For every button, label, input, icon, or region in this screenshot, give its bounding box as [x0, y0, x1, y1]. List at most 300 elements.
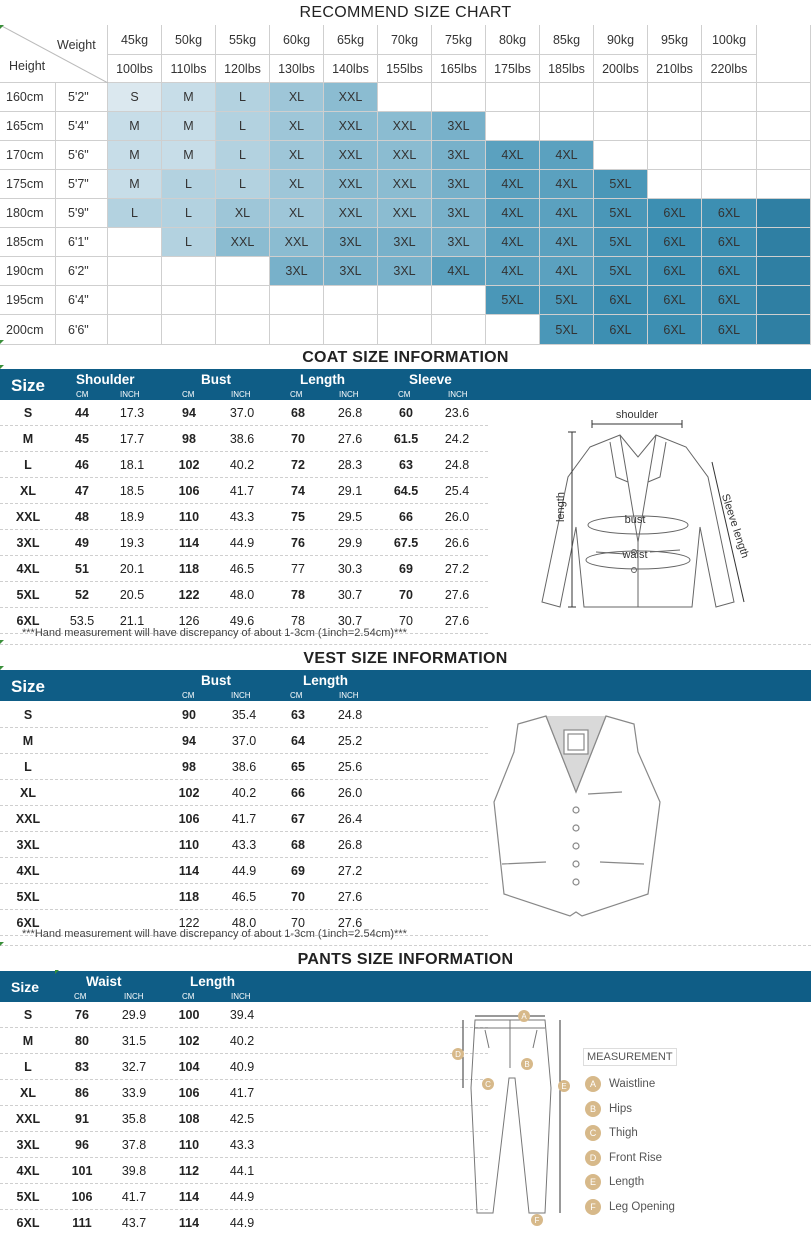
grid-weight-kg: 60kg	[270, 25, 324, 55]
svg-text:B: B	[524, 1060, 530, 1069]
grid-size-cell: 3XL	[432, 112, 486, 141]
pants-row-value: 43.7	[121, 1215, 147, 1230]
grid-size-cell: XL	[270, 112, 324, 141]
grid-weight-lbs: 210lbs	[648, 55, 702, 83]
grid-weight-lbs: 220lbs	[702, 55, 757, 83]
coat-row	[0, 426, 488, 452]
vest-row-value: 38.6	[231, 759, 257, 774]
coat-shoulder-label: shoulder	[615, 409, 659, 421]
grid-size-cell: 5XL	[594, 257, 648, 286]
pants-row-value: 35.8	[121, 1111, 147, 1126]
vest-row-value: 41.7	[231, 811, 257, 826]
vest-row-value: 65	[291, 759, 305, 774]
coat-row-value: 72	[291, 457, 305, 472]
grid-size-cell: 5XL	[594, 170, 648, 199]
vest-row-size: L	[24, 759, 32, 774]
coat-row-value: 122	[178, 587, 200, 602]
coat-row-value: 29.1	[337, 483, 363, 498]
pants-row-value: 83	[75, 1059, 89, 1074]
grid-size-cell: 3XL	[432, 141, 486, 170]
grid-size-cell: 6XL	[648, 315, 702, 345]
grid-size-cell	[108, 315, 162, 345]
coat-row-value: 18.5	[119, 483, 145, 498]
pants-legend-b-icon: B	[585, 1101, 601, 1117]
coat-row	[0, 400, 488, 426]
pants-row-size: M	[22, 1033, 34, 1048]
pants-legend-label: Length	[609, 1176, 645, 1188]
coat-group-shoulder: Shoulder	[76, 372, 135, 387]
coat-row-value: 48.0	[229, 587, 255, 602]
coat-row-value: 98	[182, 431, 196, 446]
pants-header-bar	[0, 971, 811, 1002]
grid-weight-kg: 85kg	[540, 25, 594, 55]
pants-legend-c-icon: C	[585, 1125, 601, 1141]
grid-size-cell: 6XL	[594, 315, 648, 345]
coat-bust-label: bust	[624, 514, 646, 526]
coat-row-value: 78	[291, 587, 305, 602]
grid-size-cell: XL	[270, 170, 324, 199]
coat-row-value: 70	[399, 587, 413, 602]
grid-size-cell	[270, 315, 324, 345]
recommend-size-grid	[0, 25, 811, 345]
grid-size-cell: XL	[270, 141, 324, 170]
pants-legend-d-icon: D	[585, 1150, 601, 1166]
coat-title: COAT SIZE INFORMATION	[302, 349, 509, 366]
pants-row-value: 41.7	[121, 1189, 147, 1204]
grid-height-cm: 170cm	[0, 141, 56, 170]
grid-size-extra	[757, 228, 811, 257]
pants-row-value: 91	[75, 1111, 89, 1126]
grid-size-cell: M	[108, 112, 162, 141]
vest-row-value: 37.0	[231, 733, 257, 748]
coat-row-value: 70	[399, 613, 413, 628]
pants-group-length: Length	[190, 974, 235, 989]
pants-row-value: 29.9	[121, 1007, 147, 1022]
grid-height-cm: 180cm	[0, 199, 56, 228]
grid-size-cell: XL	[216, 199, 270, 228]
coat-row-value: 30.3	[337, 561, 363, 576]
grid-size-cell	[216, 257, 270, 286]
coat-row	[0, 530, 488, 556]
coat-row-value: 78	[291, 613, 305, 628]
grid-size-cell	[540, 83, 594, 112]
vest-row-value: 118	[178, 889, 200, 904]
coat-size-header: Size	[11, 376, 46, 395]
coat-row-value: 27.2	[444, 561, 470, 576]
grid-size-cell: 4XL	[486, 228, 540, 257]
coat-row-value: 60	[399, 405, 413, 420]
coat-cm-label: CM	[398, 390, 411, 399]
pants-legend-item	[585, 1076, 655, 1092]
vest-size-header: Size	[11, 677, 46, 696]
grid-height-cm: 175cm	[0, 170, 56, 199]
vest-row-size: 3XL	[16, 837, 40, 852]
pants-legend-a-icon: A	[585, 1076, 601, 1092]
grid-weight-lbs: 110lbs	[162, 55, 216, 83]
grid-size-cell: XXL	[216, 228, 270, 257]
grid-size-cell: XXL	[324, 112, 378, 141]
grid-size-cell	[648, 170, 702, 199]
coat-row-size: 3XL	[16, 535, 40, 550]
coat-cm-label: CM	[290, 390, 303, 399]
coat-row-value: 26.0	[444, 509, 470, 524]
pants-row-value: 106	[178, 1085, 200, 1100]
grid-size-cell: 6XL	[648, 228, 702, 257]
grid-size-cell: XXL	[324, 141, 378, 170]
grid-size-cell	[594, 112, 648, 141]
vest-row-value: 26.0	[337, 785, 363, 800]
grid-corner	[0, 25, 108, 83]
grid-weight-lbs: 140lbs	[324, 55, 378, 83]
pants-inch-label: INCH	[231, 992, 251, 1001]
vest-note-divider	[0, 945, 811, 946]
grid-size-cell	[702, 112, 757, 141]
coat-row-size: XL	[20, 483, 36, 498]
grid-size-cell: XXL	[378, 170, 432, 199]
coat-row-value: 46	[75, 457, 89, 472]
vest-cm-label: CM	[182, 691, 195, 700]
coat-row-value: 64.5	[393, 483, 419, 498]
grid-size-cell: L	[216, 141, 270, 170]
vest-row-value: 27.6	[337, 889, 363, 904]
pants-row-value: 114	[178, 1215, 200, 1230]
pants-row-size: S	[23, 1007, 33, 1022]
coat-inch-label: INCH	[120, 390, 140, 399]
grid-size-extra	[757, 286, 811, 315]
coat-row-value: 66	[399, 509, 413, 524]
grid-weight-kg: 45kg	[108, 25, 162, 55]
svg-text:E: E	[561, 1082, 567, 1091]
grid-weight-lbs: 100lbs	[108, 55, 162, 83]
pants-row-value: 43.3	[229, 1137, 255, 1152]
pants-legend-label: Waistline	[609, 1078, 656, 1090]
grid-weight-lbs: 130lbs	[270, 55, 324, 83]
vest-row-value: 70	[291, 915, 305, 930]
vest-row-value: 98	[182, 759, 196, 774]
coat-sleeve-label: Sleeve length	[718, 492, 751, 560]
grid-size-cell: M	[162, 141, 216, 170]
coat-row-value: 19.3	[119, 535, 145, 550]
pants-row	[0, 1158, 488, 1184]
pants-outline	[471, 1020, 551, 1213]
grid-weight-lbs: 175lbs	[486, 55, 540, 83]
coat-row-value: 27.6	[444, 587, 470, 602]
grid-height-ft: 6'2"	[56, 257, 108, 286]
grid-size-extra	[757, 315, 811, 345]
corner-marker	[0, 340, 4, 344]
grid-weight-kg: 75kg	[432, 25, 486, 55]
grid-height-cm: 190cm	[0, 257, 56, 286]
pants-row-value: 32.7	[121, 1059, 147, 1074]
grid-size-cell: 6XL	[702, 315, 757, 345]
vest-row-value: 26.4	[337, 811, 363, 826]
grid-height-cm: 200cm	[0, 315, 56, 345]
coat-diagram	[520, 402, 760, 624]
grid-size-cell	[270, 286, 324, 315]
grid-weight-lbs: 155lbs	[378, 55, 432, 83]
grid-size-cell: XL	[270, 199, 324, 228]
coat-row	[0, 556, 488, 582]
pants-row-size: XXL	[15, 1111, 41, 1126]
coat-row-value: 17.7	[119, 431, 145, 446]
pants-row-value: 44.1	[229, 1163, 255, 1178]
pants-size-header: Size	[11, 979, 40, 995]
grid-size-cell: 4XL	[540, 228, 594, 257]
pants-row-value: 114	[178, 1189, 200, 1204]
pants-row	[0, 1002, 488, 1028]
vest-row-value: 25.2	[337, 733, 363, 748]
grid-size-cell: XXL	[378, 141, 432, 170]
pants-row-value: 40.9	[229, 1059, 255, 1074]
grid-height-cm: 185cm	[0, 228, 56, 257]
coat-row-value: 44	[75, 405, 89, 420]
grid-size-cell: L	[216, 112, 270, 141]
pants-row-value: 108	[178, 1111, 200, 1126]
grid-size-cell: 3XL	[432, 228, 486, 257]
vest-row-size: XL	[20, 785, 36, 800]
vest-row-value: 70	[291, 889, 305, 904]
grid-height-ft: 5'4"	[56, 112, 108, 141]
grid-height-ft: 5'9"	[56, 199, 108, 228]
pants-row-value: 41.7	[229, 1085, 255, 1100]
pants-row-value: 112	[178, 1163, 200, 1178]
coat-inch-label: INCH	[231, 390, 251, 399]
grid-size-cell: XXL	[378, 199, 432, 228]
vest-diagram	[488, 712, 668, 922]
grid-size-cell	[486, 83, 540, 112]
grid-size-cell	[378, 286, 432, 315]
grid-weight-lbs: 200lbs	[594, 55, 648, 83]
vest-row-value: 114	[178, 863, 200, 878]
coat-row-value: 63	[399, 457, 413, 472]
grid-size-cell	[648, 141, 702, 170]
pants-row-size: 3XL	[16, 1137, 40, 1152]
grid-size-cell: 3XL	[270, 257, 324, 286]
grid-size-cell	[702, 170, 757, 199]
grid-weight-lbs: 185lbs	[540, 55, 594, 83]
grid-size-cell: 3XL	[432, 199, 486, 228]
vest-row-value: 106	[178, 811, 200, 826]
coat-row-size: XXL	[15, 509, 41, 524]
pants-legend-label: Front Rise	[609, 1151, 663, 1164]
vest-row-value: 63	[291, 707, 305, 722]
pants-group-waist: Waist	[86, 974, 122, 989]
grid-size-cell: 4XL	[486, 170, 540, 199]
coat-row-value: 20.5	[119, 587, 145, 602]
grid-size-cell	[486, 112, 540, 141]
coat-length-label: length	[555, 492, 567, 522]
grid-size-cell: 6XL	[648, 286, 702, 315]
grid-size-cell: 6XL	[648, 257, 702, 286]
pants-legend-item	[585, 1199, 675, 1215]
corner-marker	[0, 942, 4, 946]
coat-row-value: 30.7	[337, 587, 363, 602]
grid-height-cm: 160cm	[0, 83, 56, 112]
pants-row-value: 44.9	[229, 1215, 255, 1230]
vest-row-value: 25.6	[337, 759, 363, 774]
coat-row	[0, 582, 488, 608]
grid-size-cell: M	[108, 141, 162, 170]
corner-marker	[0, 25, 4, 29]
corner-marker	[0, 666, 4, 670]
grid-size-cell: 4XL	[540, 199, 594, 228]
grid-size-cell	[216, 315, 270, 345]
coat-row-value: 52	[75, 587, 89, 602]
grid-header-extra	[757, 25, 811, 83]
pants-row-value: 33.9	[121, 1085, 147, 1100]
grid-size-cell	[432, 315, 486, 345]
coat-note-divider	[0, 644, 811, 645]
pants-row-value: 39.8	[121, 1163, 147, 1178]
vest-row-value: 67	[291, 811, 305, 826]
pants-legend-e-icon: E	[585, 1174, 601, 1190]
pants-row	[0, 1028, 488, 1054]
grid-size-cell: 6XL	[594, 286, 648, 315]
grid-height-ft: 5'2"	[56, 83, 108, 112]
vest-row-value: 94	[182, 733, 196, 748]
coat-row-value: 126	[178, 613, 200, 628]
pants-row-value: 102	[178, 1033, 200, 1048]
grid-weight-kg: 55kg	[216, 25, 270, 55]
coat-row-value: 17.3	[119, 405, 145, 420]
grid-size-cell: XXL	[378, 112, 432, 141]
coat-header-bar	[0, 369, 811, 400]
grid-size-cell: 3XL	[378, 257, 432, 286]
coat-row-value: 29.9	[337, 535, 363, 550]
coat-row-value: 51	[75, 561, 89, 576]
pants-legend-item	[585, 1174, 644, 1190]
grid-size-cell	[594, 83, 648, 112]
pants-row	[0, 1210, 488, 1234]
grid-weight-kg: 65kg	[324, 25, 378, 55]
coat-row-value: 27.6	[444, 613, 470, 628]
vest-row-size: S	[23, 707, 33, 722]
pants-row-value: 110	[178, 1137, 200, 1152]
grid-size-cell: 6XL	[702, 257, 757, 286]
svg-text:C: C	[485, 1080, 491, 1089]
coat-row-value: 69	[399, 561, 413, 576]
vest-row-value: 68	[291, 837, 305, 852]
coat-row-value: 118	[178, 561, 200, 576]
grid-size-cell: XXL	[324, 170, 378, 199]
coat-waist-label: waist	[622, 549, 648, 561]
coat-row-value: 23.6	[444, 405, 470, 420]
coat-row-value: 70	[291, 431, 305, 446]
pants-cm-label: CM	[74, 992, 87, 1001]
coat-note: ***Hand measurement will have discrepancy of about 1-3cm (1inch=2.54cm)***	[22, 627, 407, 639]
vest-row	[0, 702, 488, 728]
coat-row-value: 49.6	[229, 613, 255, 628]
grid-size-cell: M	[162, 112, 216, 141]
vest-row-value: 66	[291, 785, 305, 800]
grid-size-cell: L	[108, 199, 162, 228]
vest-row	[0, 884, 488, 910]
coat-row-value: 47	[75, 483, 89, 498]
grid-size-cell	[540, 112, 594, 141]
coat-row-value: 46.5	[229, 561, 255, 576]
coat-row-value: 29.5	[337, 509, 363, 524]
grid-size-cell: 4XL	[486, 199, 540, 228]
vest-row-value: 27.2	[337, 863, 363, 878]
vest-title: VEST SIZE INFORMATION	[303, 650, 508, 667]
grid-size-extra	[757, 170, 811, 199]
vest-row-value: 26.8	[337, 837, 363, 852]
grid-size-cell: 5XL	[540, 286, 594, 315]
pants-legend-f-icon: F	[585, 1199, 601, 1215]
coat-row-value: 20.1	[119, 561, 145, 576]
pants-row-value: 40.2	[229, 1033, 255, 1048]
vest-row-value: 102	[178, 785, 200, 800]
vest-row-value: 110	[178, 837, 200, 852]
grid-size-cell: M	[108, 170, 162, 199]
coat-row-value: 21.1	[119, 613, 145, 628]
coat-row-value: 76	[291, 535, 305, 550]
coat-row-size: 6XL	[16, 613, 40, 628]
grid-size-cell: XXL	[270, 228, 324, 257]
grid-height-ft: 5'6"	[56, 141, 108, 170]
grid-size-cell: 5XL	[594, 199, 648, 228]
grid-height-cm: 195cm	[0, 286, 56, 315]
pants-row-value: 31.5	[121, 1033, 147, 1048]
pants-row-size: 6XL	[16, 1215, 40, 1230]
pants-legend-item	[585, 1101, 632, 1117]
coat-inch-label: INCH	[339, 390, 359, 399]
grid-size-cell	[378, 315, 432, 345]
coat-row-size: 4XL	[16, 561, 40, 576]
grid-size-cell: 5XL	[540, 315, 594, 345]
grid-size-cell	[432, 286, 486, 315]
pants-row-size: XL	[20, 1085, 36, 1100]
grid-size-cell	[108, 286, 162, 315]
coat-row-value: 94	[182, 405, 196, 420]
grid-weight-lbs: 120lbs	[216, 55, 270, 83]
pants-row-value: 100	[178, 1007, 200, 1022]
coat-row-value: 75	[291, 509, 305, 524]
vest-group-bust: Bust	[201, 673, 231, 688]
svg-text:A: A	[521, 1012, 527, 1021]
coat-group-length: Length	[300, 372, 345, 387]
svg-text:D: D	[455, 1050, 461, 1059]
grid-size-cell: 3XL	[378, 228, 432, 257]
grid-size-cell: XXL	[324, 199, 378, 228]
coat-row-value: 26.6	[444, 535, 470, 550]
grid-size-cell: 6XL	[702, 286, 757, 315]
coat-row-value: 18.9	[119, 509, 145, 524]
vest-row-size: 5XL	[16, 889, 40, 904]
grid-size-cell: 4XL	[486, 257, 540, 286]
coat-cm-label: CM	[182, 390, 195, 399]
coat-row-value: 25.4	[444, 483, 470, 498]
vest-note: ***Hand measurement will have discrepancy of about 1-3cm (1inch=2.54cm)***	[22, 928, 407, 940]
vest-inch-label: INCH	[231, 691, 251, 700]
vest-row-size: 6XL	[16, 915, 40, 930]
grid-size-cell: XXL	[324, 83, 378, 112]
pants-row	[0, 1132, 488, 1158]
grid-size-cell: 4XL	[486, 141, 540, 170]
vest-row	[0, 754, 488, 780]
pants-legend-item	[585, 1150, 662, 1166]
coat-row-value: 67.5	[393, 535, 419, 550]
corner-marker	[55, 970, 59, 974]
grid-height-ft: 6'6"	[56, 315, 108, 345]
coat-row-value: 37.0	[229, 405, 255, 420]
grid-size-cell: 4XL	[540, 141, 594, 170]
pants-row-value: 76	[75, 1007, 89, 1022]
vest-row-value: 122	[178, 915, 200, 930]
pants-legend-item	[585, 1125, 638, 1141]
coat-row-value: 49	[75, 535, 89, 550]
coat-row-value: 44.9	[229, 535, 255, 550]
